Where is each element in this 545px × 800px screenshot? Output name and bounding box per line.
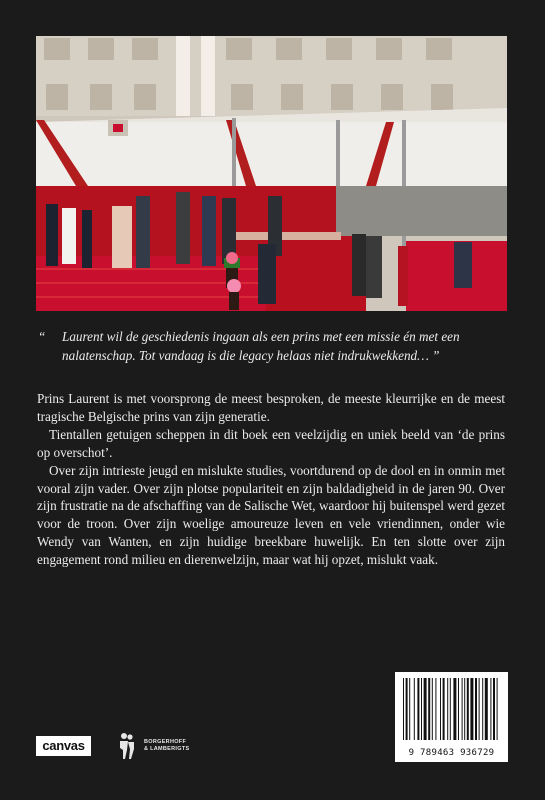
barcode-bar — [482, 678, 483, 740]
barcode-bar — [450, 678, 451, 740]
pull-quote — [38, 327, 502, 365]
cover-photo-royal-ceremony — [36, 36, 507, 311]
publisher-name — [144, 739, 189, 753]
isbn-digits: 9 789463 936729 — [408, 748, 495, 758]
barcode-bar — [475, 678, 477, 740]
barcode-bar — [406, 678, 408, 740]
barcode-bar — [453, 678, 456, 740]
blurb-paragraph-3: Over zijn intrieste jeugd en mislukte studies, voortdurend op de dool en in onmin met vooral zijn vader. Over zijn plotse populariteit en zijn baldadigheid in de jaren 90. Over zijn frustratie na de afschaffing van de Salische Wet, waardoor hij buitenspel werd gezet voor de troon. Over zijn woelige amoureuze leven en vele vriendinnen, onder wie Wendy van Wanten, en zijn huidige breekbare huwelijk. En ten slotte over zijn engagement rond milieu en dierenwelzijn, maar wat hij opzet, mislukt vaak. — [37, 462, 505, 568]
barcode-bar — [485, 678, 488, 740]
barcode-bar — [447, 678, 448, 740]
isbn-barcode — [395, 672, 508, 762]
barcode-bar — [435, 678, 436, 740]
open-quote-mark: “ — [38, 329, 46, 344]
barcode-bar — [464, 678, 465, 740]
barcode-bar — [421, 678, 422, 740]
barcode-bar — [493, 678, 495, 740]
publisher-name-line-2: & LAMBERIGTS — [144, 746, 190, 752]
barcode-bar — [497, 678, 498, 740]
blurb-paragraph-2: Tientallen getuigen scheppen in dit boek een veelzijdig en uniek beeld van ‘de prins op overschot’. — [37, 426, 505, 460]
barcode-bar — [458, 678, 459, 740]
canvas-logo: canvas — [36, 736, 91, 756]
barcode-bar — [424, 678, 427, 740]
barcode-bar — [417, 678, 419, 740]
barcode-bar — [403, 678, 404, 740]
publisher-logo — [118, 731, 189, 761]
blurb — [37, 390, 505, 569]
barcode-bar — [440, 678, 441, 740]
barcode-bar — [443, 678, 445, 740]
barcode-bar — [428, 678, 430, 740]
publisher-name-line-1: BORGERHOFF — [144, 739, 187, 745]
blurb-paragraph-1: Prins Laurent is met voorsprong de meest besproken, de meeste kleurrijke en de meest tragische Belgische prins van zijn generatie. — [37, 391, 505, 424]
publisher-figures-icon — [118, 732, 136, 760]
barcode-bar — [462, 678, 463, 740]
quote-text: Laurent wil de geschiedenis ingaan als een prins met een missie én met een nalatenschap. Tot vandaag is die legacy helaas niet indrukwekkend… ” — [62, 329, 460, 363]
barcode-bars — [395, 672, 508, 748]
barcode-bar — [409, 678, 410, 740]
barcode-bar — [414, 678, 415, 740]
barcode-bar — [432, 678, 433, 740]
barcode-bar — [470, 678, 473, 740]
barcode-bar — [479, 678, 480, 740]
barcode-bar — [467, 678, 469, 740]
barcode-bar — [490, 678, 491, 740]
